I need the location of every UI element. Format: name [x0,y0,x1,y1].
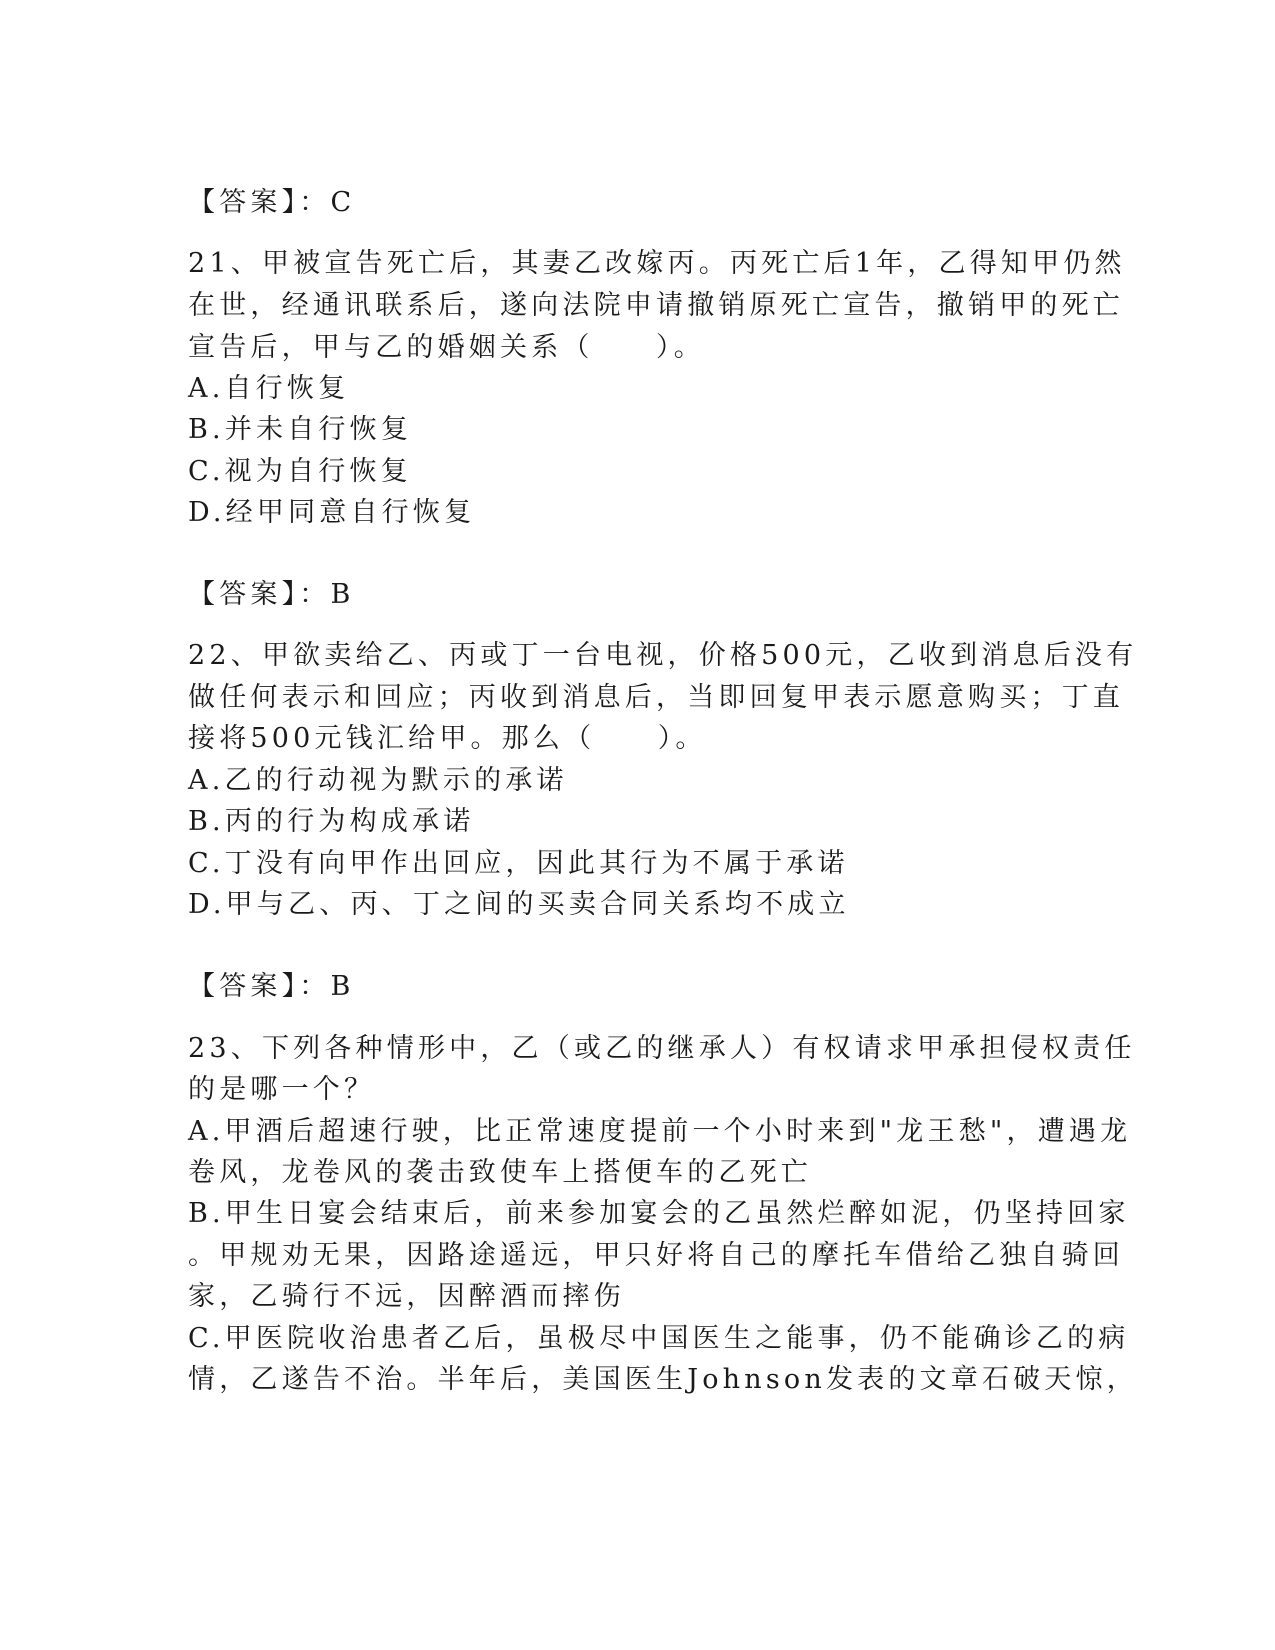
option-a-line-1: A.甲酒后超速行驶，比正常速度提前一个小时来到"龙王愁"，遭遇龙 [188,1116,1132,1147]
option-b: B.并未自行恢复 [188,414,413,445]
option-c-line-2: 情，乙遂告不治。半年后，美国医生Johnson发表的文章石破天惊， [188,1364,1138,1395]
question-21-line-1: 21、甲被宣告死亡后，其妻乙改嫁丙。丙死亡后1年，乙得知甲仍然 [188,248,1126,279]
answer-label: 【答案】：B [188,971,355,1002]
option-c-line-1: C.甲医院收治患者乙后，虽极尽中国医生之能事，仍不能确诊乙的病 [188,1323,1130,1354]
option-b-line-2: 。甲规劝无果，因路途遥远，甲只好将自己的摩托车借给乙独自骑回 [188,1240,1124,1271]
option-b-line-3: 家，乙骑行不远，因醉酒而摔伤 [188,1281,625,1312]
option-a: A.自行恢复 [188,373,350,404]
option-d: D.甲与乙、丙、丁之间的买卖合同关系均不成立 [188,889,850,920]
question-22-line-3: 接将500元钱汇给甲。那么（ ）。 [188,723,707,754]
question-21-line-3: 宣告后，甲与乙的婚姻关系（ ）。 [188,332,705,363]
option-b: B.丙的行为构成承诺 [188,806,475,837]
option-d: D.经甲同意自行恢复 [188,497,476,528]
question-22-line-1: 22、甲欲卖给乙、丙或丁一台电视，价格500元，乙收到消息后没有 [188,640,1138,671]
answer-label: 【答案】：C [188,187,356,218]
answer-label: 【答案】：B [188,579,355,610]
question-22-line-2: 做任何表示和回应；丙收到消息后，当即回复甲表示愿意购买；丁直 [188,682,1124,713]
option-a: A.乙的行动视为默示的承诺 [188,765,568,796]
option-c: C.视为自行恢复 [188,456,412,487]
option-a-line-2: 卷风，龙卷风的袭击致使车上搭便车的乙死亡 [188,1157,812,1188]
question-23-line-2: 的是哪一个？ [188,1074,376,1105]
question-23-line-1: 23、下列各种情形中，乙（或乙的继承人）有权请求甲承担侵权责任 [188,1033,1136,1064]
question-21-line-2: 在世，经通讯联系后，遂向法院申请撤销原死亡宣告，撤销甲的死亡 [188,290,1124,321]
option-c: C.丁没有向甲作出回应，因此其行为不属于承诺 [188,848,849,879]
option-b-line-1: B.甲生日宴会结束后，前来参加宴会的乙虽然烂醉如泥，仍坚持回家 [188,1198,1130,1229]
